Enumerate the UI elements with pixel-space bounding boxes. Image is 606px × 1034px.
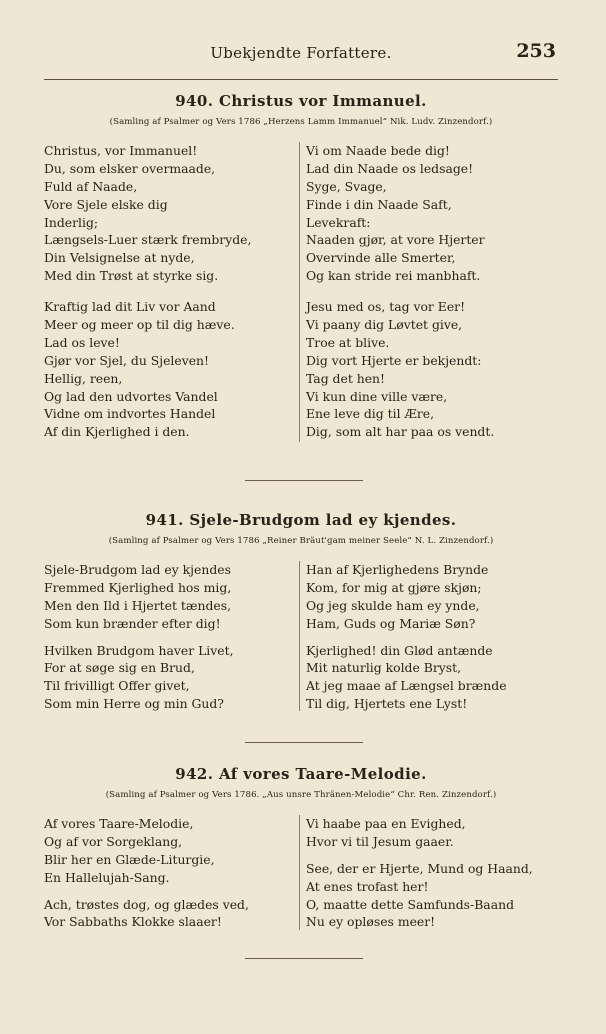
stanza <box>306 642 507 714</box>
verse-line: Hvor vi til Jesum gaaer. <box>306 833 454 849</box>
stanza <box>306 561 507 633</box>
verse-line: Levekraft: <box>306 214 371 230</box>
verse-line: Blir her en Glæde-Liturgie, <box>44 851 215 867</box>
verse-line: Fremmed Kjerlighed hos mig, <box>44 579 232 595</box>
verse-line: Ham, Guds og Mariæ Søn? <box>306 615 476 631</box>
right-column <box>306 561 507 713</box>
hymn-columns <box>44 561 558 711</box>
verse-line: Mit naturlig kolde Bryst, <box>306 660 462 676</box>
hymn-source: (Samling af Psalmer og Vers 1786 „Reiner Bräut'gam meiner Seele“ N. L. Zinzendorf.) <box>108 536 494 546</box>
stanza <box>306 815 533 851</box>
verse-line: Ach, trøstes dog, og glædes ved, <box>44 896 249 912</box>
stanza <box>44 642 234 714</box>
verse-line: Finde i din Naade Saft, <box>306 196 452 212</box>
verse-line: Og jeg skulde ham ey ynde, <box>306 597 480 613</box>
verse-line: At jeg maae af Længsel brænde <box>306 678 507 694</box>
verse-line: Tag det hen! <box>306 370 386 386</box>
verse-line: Som min Herre og min Gud? <box>44 696 224 712</box>
verse-line: En Hallelujah-Sang. <box>44 869 170 885</box>
verse-line: Til frivilligt Offer givet, <box>44 678 190 694</box>
header-rule <box>44 79 558 80</box>
verse-line: Og lad den udvortes Vandel <box>44 388 218 404</box>
verse-line: Til dig, Hjertets ene Lyst! <box>306 696 468 712</box>
verse-line: Af vores Taare-Melodie, <box>44 816 194 831</box>
stanza <box>44 896 249 932</box>
verse-line: Han af Kjerlighedens Brynde <box>306 562 489 577</box>
verse-line: Længsels-Luer stærk frembryde, <box>44 232 252 248</box>
hymn-941 <box>44 509 558 711</box>
hymn-number: 940. <box>175 92 214 110</box>
verse-line: Af din Kjerlighed i den. <box>44 424 190 440</box>
verse-line: Vidne om indvortes Handel <box>44 406 216 422</box>
verse-line: Lad os leve! <box>44 334 120 350</box>
hymn-942 <box>44 763 558 930</box>
verse-line: Kom, for mig at gjøre skjøn; <box>306 579 482 595</box>
hymn-source: (Samling af Psalmer og Vers 1786 „Herzens Lamm Immanuel“ Nik. Ludv. Zinzendorf.) <box>109 117 493 127</box>
verse-line: Og af vor Sorgeklang, <box>44 833 183 849</box>
verse-line: Dig vort Hjerte er bekjendt: <box>306 352 482 368</box>
hymn-name: Sjele-Brudgom lad ey kjendes. <box>189 511 457 529</box>
left-column <box>44 142 251 441</box>
hymn-number: 941. <box>145 511 184 529</box>
running-title: Ubekjendte Forfattere. <box>210 44 392 62</box>
verse-line: Nu ey opløses meer! <box>306 914 436 930</box>
running-head <box>44 40 558 66</box>
verse-line: Din Velsignelse at nyde, <box>44 250 195 266</box>
verse-line: Vore Sjele elske dig <box>44 196 168 212</box>
verse-line: Fuld af Naade, <box>44 178 138 194</box>
hymn-title <box>44 763 558 785</box>
verse-line: Vi paany dig Løvtet give, <box>306 317 463 333</box>
stanza <box>306 142 494 285</box>
stanza <box>306 298 494 441</box>
left-column <box>44 561 234 713</box>
hymn-columns <box>44 815 558 930</box>
stanza <box>306 860 533 932</box>
verse-line: Lad din Naade os ledsage! <box>306 160 474 176</box>
stanza <box>44 561 234 633</box>
verse-line: Gjør vor Sjel, du Sjeleven! <box>44 352 209 368</box>
hymn-name: Af vores Taare-Melodie. <box>219 765 427 783</box>
verse-line: Vor Sabbaths Klokke slaaer! <box>44 914 222 930</box>
section-rule <box>245 958 363 959</box>
verse-line: Du, som elsker overmaade, <box>44 160 216 176</box>
verse-line: Syge, Svage, <box>306 178 387 194</box>
verse-line: Vi kun dine ville være, <box>306 388 448 404</box>
column-divider <box>299 561 300 711</box>
verse-line: Naaden gjør, at vore Hjerter <box>306 232 485 248</box>
verse-line: For at søge sig en Brud, <box>44 660 195 676</box>
column-divider <box>299 142 300 442</box>
hymn-number: 942. <box>175 765 214 783</box>
section-rule <box>245 742 363 743</box>
verse-line: See, der er Hjerte, Mund og Haand, <box>306 860 533 876</box>
verse-line: Vi haabe paa en Evighed, <box>306 816 466 831</box>
page-number: 253 <box>516 40 556 62</box>
hymn-columns <box>44 142 558 442</box>
right-column <box>306 142 494 441</box>
left-column <box>44 815 249 931</box>
verse-line: Og kan stride rei manbhaft. <box>306 268 481 284</box>
verse-line: O, maatte dette Samfunds-Baand <box>306 896 514 912</box>
verse-line: Som kun brænder efter dig! <box>44 615 221 631</box>
hymn-940 <box>44 90 558 442</box>
verse-line: Inderlig; <box>44 214 99 230</box>
hymn-name: Christus vor Immanuel. <box>218 92 427 110</box>
verse-line: Sjele-Brudgom lad ey kjendes <box>44 562 231 577</box>
verse-line: Hellig, reen, <box>44 370 123 386</box>
verse-line: Dig, som alt har paa os vendt. <box>306 424 495 440</box>
column-divider <box>299 815 300 930</box>
verse-line: Overvinde alle Smerter, <box>306 250 456 266</box>
verse-line: At enes trofast her! <box>306 878 429 894</box>
stanza <box>44 142 251 285</box>
verse-line: Kraftig lad dit Liv vor Aand <box>44 299 216 315</box>
section-rule <box>245 480 363 481</box>
verse-line: Troe at blive. <box>306 334 390 350</box>
hymn-source: (Samling af Psalmer og Vers 1786. „Aus unsre Thränen-Melodie“ Chr. Ren. Zinzendorf.) <box>105 790 497 800</box>
stanza <box>44 298 251 441</box>
hymn-title <box>44 90 558 112</box>
hymn-title <box>44 509 558 531</box>
stanza <box>44 815 249 887</box>
verse-line: Men den Ild i Hjertet tændes, <box>44 597 232 613</box>
verse-line: Med din Trøst at styrke sig. <box>44 268 219 284</box>
verse-line: Meer og meer op til dig hæve. <box>44 317 235 333</box>
right-column <box>306 815 533 931</box>
verse-line: Ene leve dig til Ære, <box>306 406 435 422</box>
verse-line: Christus, vor Immanuel! <box>44 143 198 158</box>
verse-line: Vi om Naade bede dig! <box>306 143 450 158</box>
verse-line: Kjerlighed! din Glød antænde <box>306 642 493 658</box>
verse-line: Hvilken Brudgom haver Livet, <box>44 642 234 658</box>
verse-line: Jesu med os, tag vor Eer! <box>306 299 466 315</box>
